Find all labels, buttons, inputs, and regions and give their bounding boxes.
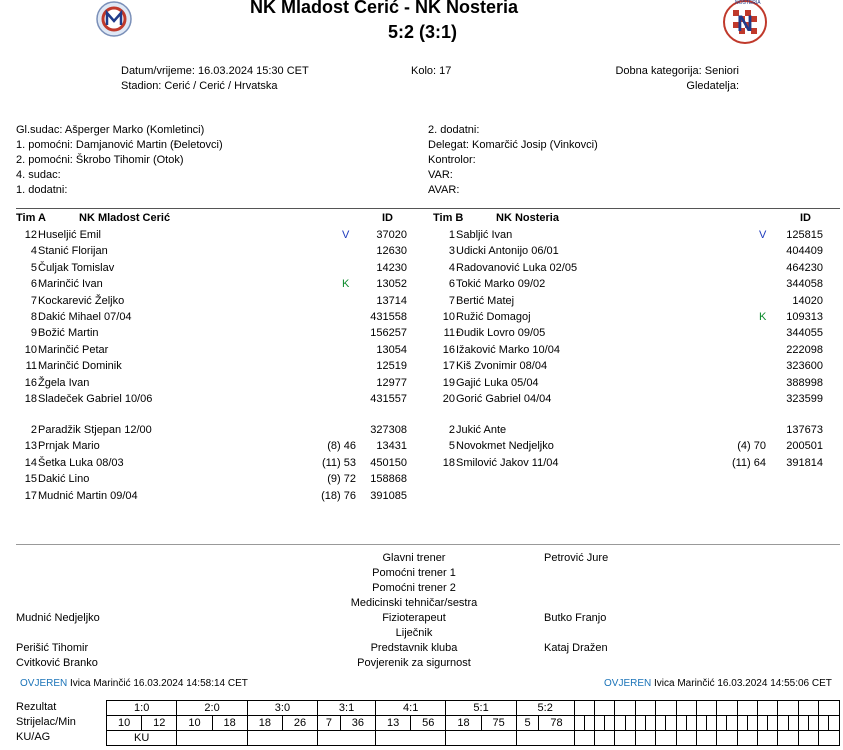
player-id: 431558: [370, 311, 407, 323]
player-id: 388998: [786, 376, 823, 389]
goalkeeper-mark: V: [759, 229, 767, 241]
result-cell: [758, 701, 778, 716]
player-id: 450150: [370, 456, 407, 469]
ku-ag-cell: [737, 731, 757, 746]
row-label-kuag: KU/AG: [16, 731, 51, 743]
player-name: Prnjak Mario: [38, 440, 100, 453]
player-number: 2: [30, 424, 37, 436]
verified-right-text: Ivica Marinčić 16.03.2024 14:55:06 CET: [654, 678, 832, 689]
player-name: Ižaković Marko 10/04: [456, 343, 560, 356]
scorer-number-cell: [737, 716, 747, 731]
ku-ag-cell: [177, 731, 247, 746]
player-number: 17: [442, 360, 455, 373]
team-a-name: NK Mladost Cerić: [79, 212, 171, 224]
ku-ag-cell: [615, 731, 635, 746]
match-round: Kolo: 17: [411, 65, 452, 77]
player-number: 1: [448, 229, 455, 241]
official-line: AVAR:: [428, 184, 460, 196]
goalkeeper-mark: V: [342, 229, 350, 241]
player-name: Paradžik Stjepan 12/00: [38, 424, 152, 436]
player-name: Žgela Ivan: [38, 376, 90, 389]
team-b-name: NK Nosteria: [496, 212, 559, 224]
divider-top: [16, 208, 840, 209]
player-id: 12630: [376, 245, 407, 258]
substitution-info: (11) 53: [321, 456, 356, 469]
player-id: 156257: [370, 327, 407, 340]
player-id: 323600: [786, 360, 823, 373]
player-name: Marinčić Petar: [38, 343, 109, 356]
player-name: Gorić Gabriel 04/04: [456, 393, 552, 405]
player-name: Kockarević Željko: [38, 294, 125, 307]
result-cell: 1:0: [107, 701, 177, 716]
ku-ag-cell: [778, 731, 798, 746]
player-number: 7: [448, 294, 455, 307]
staff-role: Predstavnik kluba: [370, 642, 458, 654]
match-score: 5:2 (3:1): [388, 22, 458, 42]
spectators: Gledatelja:: [686, 80, 739, 92]
scorer-minute-cell: 78: [539, 716, 574, 731]
staff-team-a: Perišić Tihomir: [16, 642, 89, 654]
player-number: 3: [448, 245, 455, 258]
staff-role: Medicinski tehničar/sestra: [350, 597, 478, 609]
player-name: Mudnić Martin 09/04: [38, 489, 138, 502]
official-line: VAR:: [428, 169, 453, 181]
ku-ag-cell: [717, 731, 737, 746]
player-id: 327308: [370, 424, 407, 436]
ku-ag-cell: [446, 731, 516, 746]
result-cell: [778, 701, 798, 716]
home-club-logo: [95, 0, 133, 38]
away-logo-text: NOSTERIA: [735, 0, 761, 6]
verified-right-label: OVJEREN: [604, 678, 652, 689]
result-cell: 3:1: [318, 701, 376, 716]
player-number: 10: [442, 311, 455, 323]
player-name: Tokić Marko 09/02: [456, 278, 546, 291]
scorer-number-cell: [696, 716, 706, 731]
scorer-minute-cell: [788, 716, 798, 731]
age-category: Dobna kategorija: Seniori: [615, 65, 739, 77]
player-id: 12977: [376, 376, 407, 389]
official-line: 2. dodatni:: [428, 124, 480, 136]
score-table-row: [107, 716, 840, 731]
score-table: [106, 700, 840, 746]
result-cell: [574, 701, 594, 716]
substitution-info: (8) 46: [327, 440, 356, 453]
staff-team-b: Butko Franjo: [544, 612, 607, 624]
scorer-minute-cell: [747, 716, 757, 731]
result-cell: [737, 701, 757, 716]
player-name: Smilović Jakov 11/04: [456, 456, 559, 469]
scorer-number-cell: 13: [376, 716, 411, 731]
player-number: 4: [448, 261, 455, 274]
official-line: 4. sudac:: [16, 169, 61, 181]
result-cell: [819, 701, 840, 716]
player-id: 12519: [376, 360, 407, 373]
score-table-row: [107, 731, 840, 746]
scorer-number-cell: 10: [177, 716, 212, 731]
ku-ag-cell: KU: [107, 731, 177, 746]
ku-ag-cell: [696, 731, 716, 746]
player-id: 391085: [370, 489, 407, 502]
scorer-minute-cell: [605, 716, 615, 731]
scorer-number-cell: [676, 716, 686, 731]
player-name: Kiš Zvonimir 08/04: [456, 360, 548, 373]
player-id: 323599: [786, 393, 823, 405]
player-id: 13052: [376, 278, 407, 291]
player-id: 13714: [376, 294, 407, 307]
ku-ag-cell: [516, 731, 574, 746]
substitution-info: (18) 76: [321, 489, 356, 502]
ku-ag-cell: [376, 731, 446, 746]
result-cell: [696, 701, 716, 716]
away-club-logo: [722, 0, 768, 44]
staff-team-b: Petrović Jure: [544, 552, 609, 564]
result-cell: [798, 701, 818, 716]
player-id: 344058: [786, 278, 823, 291]
scorer-minute-cell: [645, 716, 655, 731]
scorer-minute-cell: 12: [142, 716, 177, 731]
ku-ag-cell: [656, 731, 676, 746]
player-number: 11: [25, 360, 37, 373]
team-b-label: Tim B: [433, 212, 464, 224]
player-name: Čuljak Tomislav: [38, 261, 115, 274]
result-cell: 2:0: [177, 701, 247, 716]
scorer-minute-cell: 56: [411, 716, 446, 731]
official-line: Gl.sudac: Ašperger Marko (Komletinci): [16, 124, 205, 136]
player-name: Marinčić Dominik: [38, 360, 122, 373]
scorer-minute-cell: [768, 716, 778, 731]
scorer-number-cell: [798, 716, 808, 731]
ku-ag-cell: [247, 731, 317, 746]
player-number: 10: [24, 343, 37, 356]
match-datetime: Datum/vrijeme: 16.03.2024 15:30 CET: [121, 65, 309, 77]
player-number: 6: [30, 278, 37, 291]
player-name: Đudik Lovro 09/05: [456, 327, 546, 340]
scorer-number-cell: [717, 716, 727, 731]
staff-role: Povjerenik za sigurnost: [357, 657, 471, 669]
scorer-minute-cell: 36: [340, 716, 375, 731]
score-table-row: [107, 701, 840, 716]
staff-role: Fizioterapeut: [382, 612, 446, 624]
player-name: Dakić Lino: [38, 473, 90, 486]
player-id: 14230: [376, 261, 407, 274]
scorer-number-cell: [656, 716, 666, 731]
staff-team-b: Kataj Dražen: [544, 642, 608, 654]
player-number: 18: [24, 393, 37, 405]
scorer-number-cell: 10: [107, 716, 142, 731]
player-number: 13: [24, 440, 37, 453]
captain-mark: K: [759, 311, 767, 323]
official-line: 1. pomoćni: Damjanović Martin (Đeletovci): [16, 139, 223, 151]
player-id: 344055: [786, 327, 823, 340]
player-name: Ružić Domagoj: [456, 311, 531, 323]
staff-team-a: Cvitković Branko: [16, 657, 98, 669]
result-cell: [676, 701, 696, 716]
player-number: 17: [24, 489, 37, 502]
captain-mark: K: [342, 278, 350, 291]
result-cell: [635, 701, 655, 716]
ku-ag-cell: [574, 731, 594, 746]
player-id: 222098: [786, 343, 823, 356]
ku-ag-cell: [676, 731, 696, 746]
player-id: 125815: [786, 229, 823, 241]
player-id: 464230: [786, 261, 823, 274]
player-id: 431557: [370, 393, 407, 405]
result-cell: [717, 701, 737, 716]
player-number: 5: [448, 440, 455, 453]
player-number: 14: [24, 456, 37, 469]
player-number: 7: [30, 294, 37, 307]
player-number: 11: [443, 327, 455, 340]
player-id: 404409: [786, 245, 823, 258]
player-number: 18: [442, 456, 455, 469]
player-name: Šetka Luka 08/03: [38, 456, 124, 469]
substitution-info: (9) 72: [327, 473, 356, 486]
scorer-number-cell: [819, 716, 829, 731]
player-id: 14020: [792, 294, 823, 307]
player-name: Radovanović Luka 02/05: [456, 261, 578, 274]
scorer-minute-cell: 26: [282, 716, 317, 731]
verified-right: [604, 678, 832, 689]
player-name: Jukić Ante: [456, 424, 507, 436]
ku-ag-cell: [635, 731, 655, 746]
player-number: 5: [30, 261, 37, 274]
staff-role: Pomoćni trener 1: [372, 567, 456, 579]
scorer-number-cell: 7: [318, 716, 341, 731]
player-number: 15: [24, 473, 37, 486]
official-line: 1. dodatni:: [16, 184, 68, 196]
result-cell: [595, 701, 615, 716]
player-number: 2: [448, 424, 455, 436]
player-number: 19: [442, 376, 455, 389]
player-id: 200501: [786, 440, 823, 453]
player-name: Bertić Matej: [456, 294, 515, 307]
result-cell: [615, 701, 635, 716]
ku-ag-cell: [758, 731, 778, 746]
substitution-info: (4) 70: [737, 440, 766, 453]
player-number: 20: [442, 393, 455, 405]
verified-left-text: Ivica Marinčić 16.03.2024 14:58:14 CET: [70, 678, 248, 689]
divider-staff: [16, 544, 840, 545]
player-id: 13054: [376, 343, 407, 356]
scorer-number-cell: 18: [446, 716, 481, 731]
player-name: Dakić Mihael 07/04: [38, 311, 132, 323]
scorer-number-cell: [574, 716, 584, 731]
scorer-number-cell: [615, 716, 625, 731]
scorer-minute-cell: [686, 716, 696, 731]
team-a-id-header: ID: [382, 212, 393, 224]
result-cell: 3:0: [247, 701, 317, 716]
ku-ag-cell: [318, 731, 376, 746]
scorer-number-cell: [758, 716, 768, 731]
scorer-minute-cell: [666, 716, 676, 731]
player-number: 4: [30, 245, 37, 258]
player-id: 37020: [376, 229, 407, 241]
player-name: Božić Martin: [38, 327, 99, 340]
substitution-info: (11) 64: [731, 456, 766, 469]
row-label-scorer: Strijelac/Min: [16, 716, 76, 728]
result-cell: 5:2: [516, 701, 574, 716]
staff-role: Pomoćni trener 2: [372, 582, 456, 594]
player-name: Novokmet Nedjeljko: [456, 440, 554, 453]
player-id: 391814: [786, 456, 823, 469]
player-name: Gajić Luka 05/04: [456, 376, 539, 389]
row-label-result: Rezultat: [16, 701, 57, 713]
scorer-number-cell: [595, 716, 605, 731]
player-name: Marinčić Ivan: [38, 278, 103, 291]
player-name: Sabljić Ivan: [456, 229, 513, 241]
player-number: 16: [442, 343, 455, 356]
player-number: 12: [24, 229, 37, 241]
scorer-minute-cell: [707, 716, 717, 731]
ku-ag-cell: [798, 731, 818, 746]
scorer-minute-cell: [625, 716, 635, 731]
official-line: Kontrolor:: [428, 154, 476, 166]
result-cell: [656, 701, 676, 716]
scorer-minute-cell: [808, 716, 818, 731]
player-id: 137673: [786, 424, 823, 436]
staff-role: Liječnik: [395, 627, 433, 639]
official-line: 2. pomoćni: Škrobo Tihomir (Otok): [16, 154, 184, 166]
ku-ag-cell: [595, 731, 615, 746]
player-number: 9: [30, 327, 37, 340]
staff-team-a: Mudnić Nedjeljko: [16, 612, 100, 624]
result-cell: 4:1: [376, 701, 446, 716]
official-line: Delegat: Komarčić Josip (Vinkovci): [428, 139, 598, 151]
team-a-label: Tim A: [16, 212, 46, 224]
player-number: 6: [448, 278, 455, 291]
team-b-id-header: ID: [800, 212, 811, 224]
scorer-minute-cell: [829, 716, 840, 731]
player-name: Udicki Antonijo 06/01: [456, 245, 559, 258]
verified-left-label: OVJEREN: [20, 678, 68, 689]
scorer-number-cell: 5: [516, 716, 539, 731]
scorer-number-cell: [635, 716, 645, 731]
player-number: 16: [24, 376, 37, 389]
verified-left: [20, 678, 248, 689]
match-title: NK Mladost Cerić - NK Nosteria: [250, 0, 519, 17]
player-id: 13431: [376, 440, 407, 453]
staff-role: Glavni trener: [382, 552, 446, 564]
player-id: 109313: [786, 311, 823, 323]
svg-text:N: N: [737, 11, 753, 36]
scorer-minute-cell: [584, 716, 594, 731]
player-name: Huseljić Emil: [38, 229, 101, 241]
player-id: 158868: [370, 473, 407, 486]
ku-ag-cell: [819, 731, 840, 746]
match-stadium: Stadion: Cerić / Cerić / Hrvatska: [121, 80, 278, 92]
player-name: Sladeček Gabriel 10/06: [38, 393, 153, 405]
scorer-number-cell: [778, 716, 788, 731]
scorer-minute-cell: 18: [212, 716, 247, 731]
player-number: 8: [30, 311, 37, 323]
scorer-number-cell: 18: [247, 716, 282, 731]
result-cell: 5:1: [446, 701, 516, 716]
scorer-minute-cell: 75: [481, 716, 516, 731]
player-name: Stanić Florijan: [38, 245, 108, 258]
scorer-minute-cell: [727, 716, 737, 731]
